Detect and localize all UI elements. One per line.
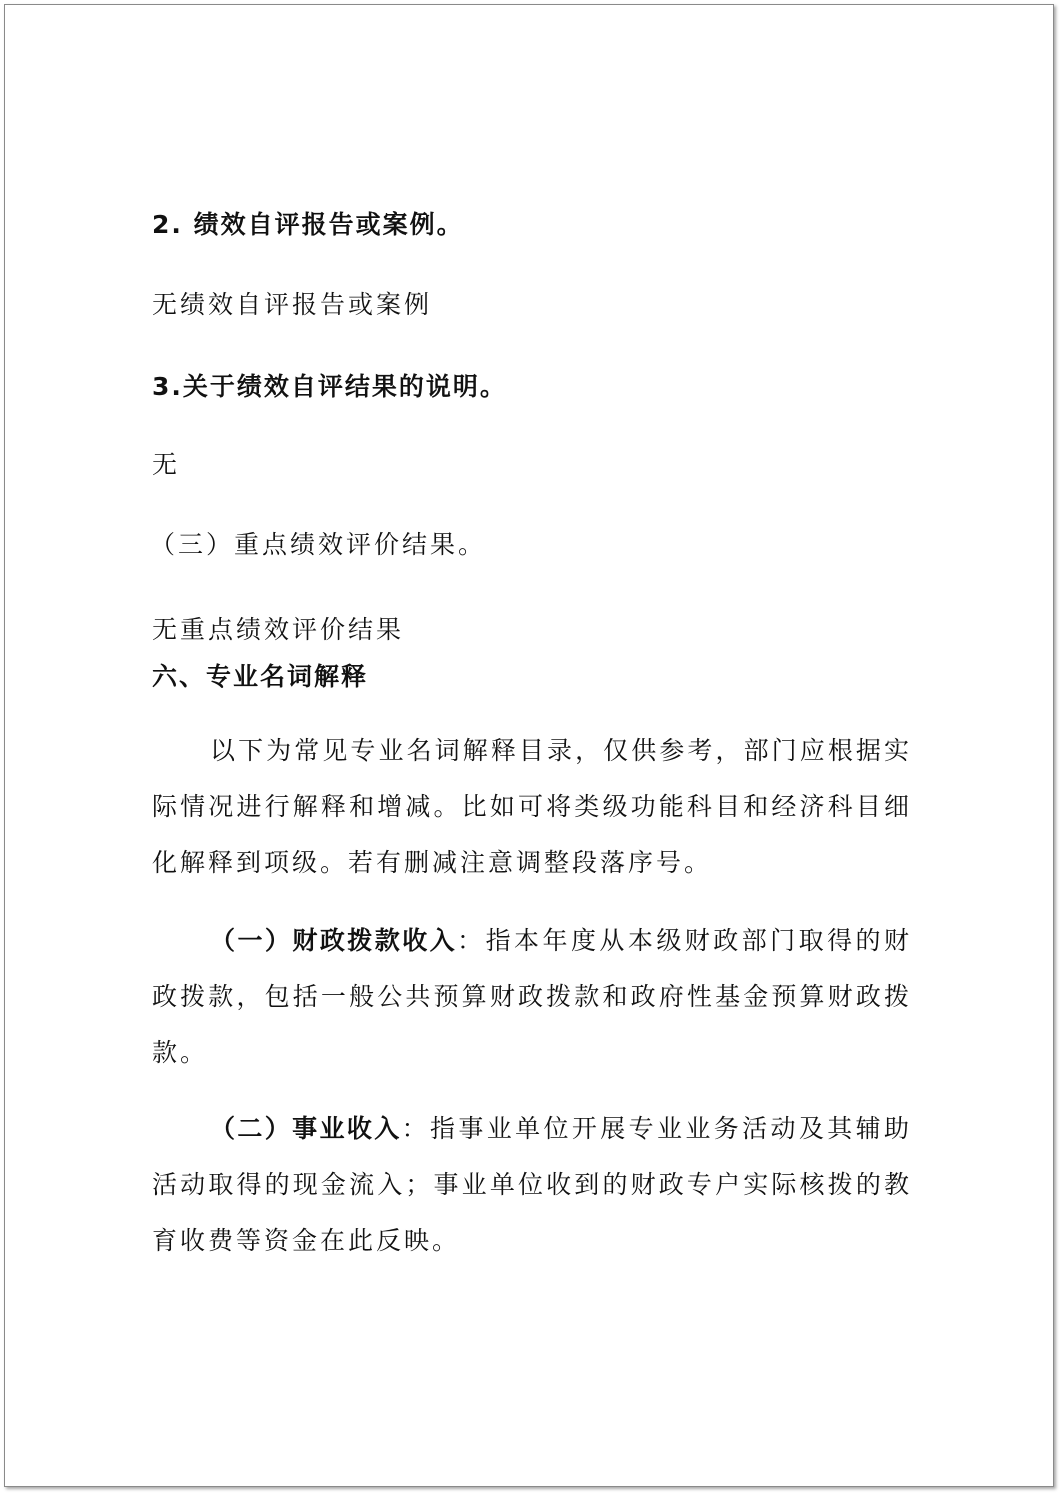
heading-self-evaluation-explanation: 3.关于绩效自评结果的说明。 <box>152 372 507 401</box>
text-no-key-evaluation-results: 无重点绩效评价结果 <box>152 615 405 644</box>
term-label: （一）财政拨款收入 <box>210 926 458 955</box>
text-no-self-evaluation-report: 无绩效自评报告或案例 <box>152 290 433 319</box>
heading-self-evaluation-report: 2. 绩效自评报告或案例。 <box>152 210 464 239</box>
section-heading-terminology: 六、专业名词解释 <box>152 662 369 691</box>
subheading-key-evaluation-results: （三）重点绩效评价结果。 <box>150 530 487 559</box>
term-label: （二）事业收入 <box>210 1114 402 1143</box>
term-definition: ：指本年度从本级财政部门取得的财政拨款，包括一般公共预算财政拨款和政府性基金预算财政拨款。 <box>152 926 912 1067</box>
term-paragraph-business-income <box>152 1101 912 1269</box>
term-definition: ：指事业单位开展专业业务活动及其辅助活动取得的现金流入；事业单位收到的财政专户实际核拨的教育收费等资金在此反映。 <box>152 1114 912 1255</box>
document-page <box>4 4 1054 1487</box>
terminology-intro-paragraph: 以下为常见专业名词解释目录，仅供参考，部门应根据实际情况进行解释和增减。比如可将类级功能科目和经济科目细化解释到项级。若有删减注意调整段落序号。 <box>152 736 912 877</box>
text-no-explanation: 无 <box>152 450 181 479</box>
term-paragraph-fiscal-appropriation <box>152 913 912 1081</box>
